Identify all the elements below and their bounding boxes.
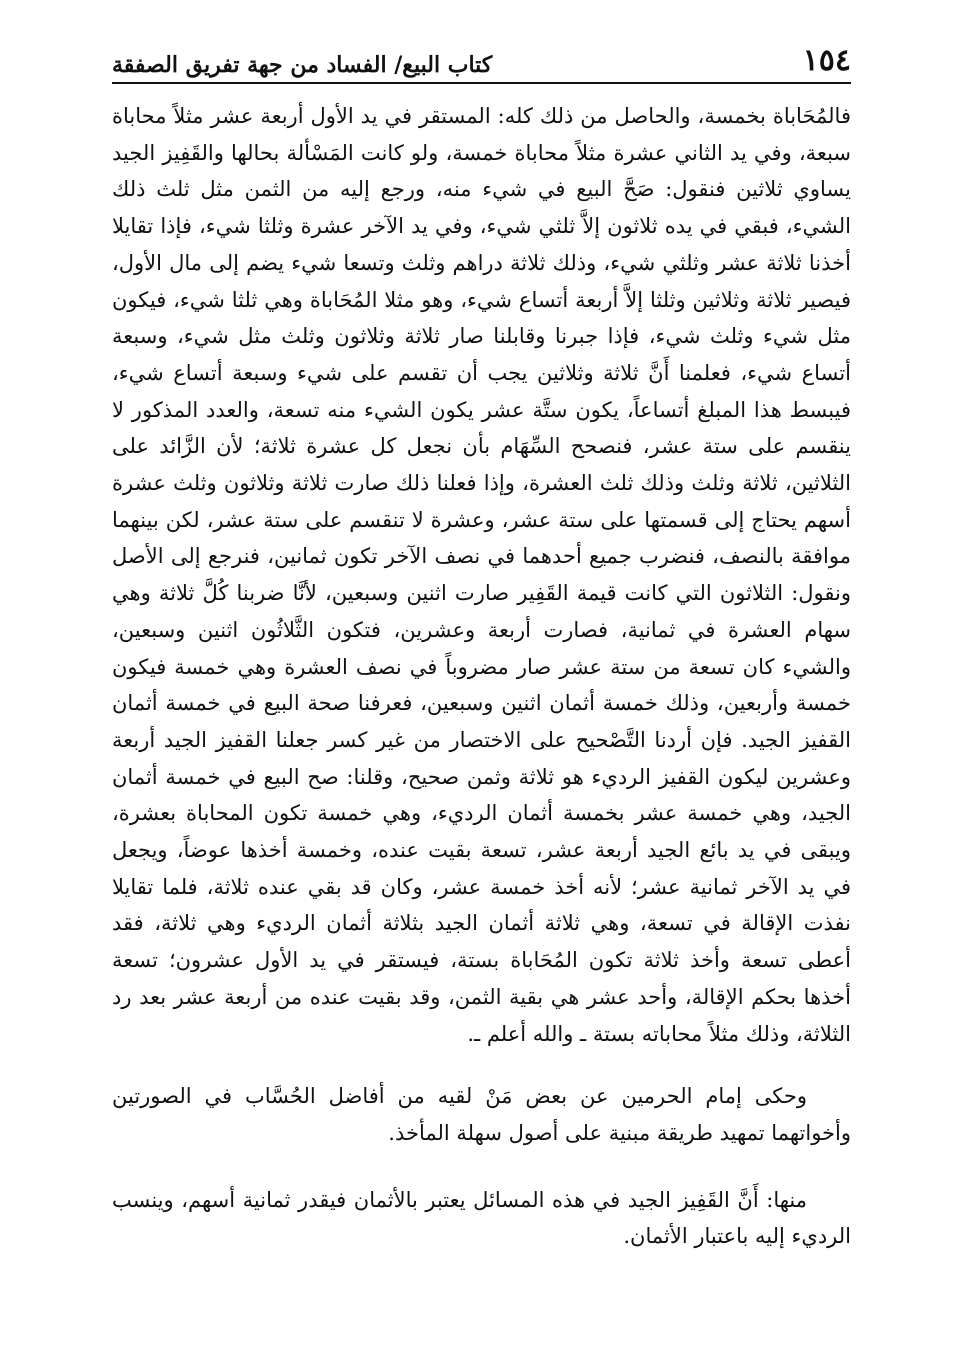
paragraph-main: فالمُحَاباة بخمسة، والحاصل من ذلك كله: المستقر في يد الأول أربعة عشر مثلاً محاباة سبعة، وفي يد الثاني عشرة مثلاً محاباة خمسة، ولو كانت المَسْألة بحالها والقَفِيز الجيد يساوي ثلاثين فنقول: صَحَّ البيع في شيء منه، ورجع إليه من الثمن مثل ثلث ذلك الشيء، فبقي في يده ثلاثون إلاَّ ثلثي شيء، وفي يد الآخر عشرة وثلثا شيء، فإذا تقايلا أخذنا ثلاثة عشر وثلثي شيء، وذلك ثلاثة دراهم وثلث وتسعا شيء يضم إلى مال الأول، فيصير ثلاثة وثلاثين وثلثا إلاَّ أربعة أتساع شيء، وهو مثلا المُحَاباة وهي ثلثا شيء، فيكون مثل شيء وثلث شيء، فإذا جبرنا وقابلنا صار ثلاثة وثلاثون وثلث مثل شيء، وسبعة أتساع شيء، فعلمنا أَنَّ ثلاثة وثلاثين يجب أن تقسم على شيء وسبعة أتساع شيء، فيبسط هذا المبلغ أتساعاً، يكون ستَّة عشر يكون الشيء منه تسعة، والعدد المذكور لا ينقسم على ستة عشر، فنصحح السِّهَام بأن نجعل كل عشرة ثلاثة؛ لأن الزَّائد على الثلاثين، ثلاثة وثلث وذلك ثلث العشرة، وإذا فعلنا ذلك صارت ثلاثة وثلاثون وثلث عشرة أسهم يحتاج إلى قسمتها على ستة عشر، وعشرة لا تنقسم على ستة عشر، لكن بينهما موافقة بالنصف، فنضرب جميع أحدهما في نصف الآخر تكون ثمانين، فنرجع إلى الأصل ونقول: الثلاثون التي كانت قيمة القَفِير صارت اثنين وسبعين، لأنَّا ضربنا كُلَّ ثلاثة وهي سهام العشرة في ثمانية، فصارت أربعة وعشرين، فتكون الثَّلاثُون اثنين وسبعين، والشيء كان تسعة من ستة عشر صار مضروباً في نصف العشرة وهي خمسة فيكون خمسة وأربعين، وذلك خمسة أثمان اثنين وسبعين، فعرفنا صحة البيع في خمسة أثمان القفيز الجيد. فإن أردنا التَّصْحيح على الاختصار من غير كسر جعلنا القفيز الجيد أربعة وعشرين ليكون القفيز الرديء هو ثلاثة وثمن صحيح، وقلنا: صح البيع في خمسة أثمان الجيد، وهي خمسة عشر بخمسة أثمان الرديء، وهي خمسة تكون المحاباة بعشرة، ويبقى في يد بائع الجيد أربعة عشر، تسعة بقيت عنده، وخمسة أخذها عوضاً، ويجعل في يد الآخر ثمانية عشر؛ لأنه أخذ خمسة عشر، وكان قد بقي عنده ثلاثة، فلما تقايلا نفذت الإقالة في تسعة، وهي ثلاثة أثمان الجيد بثلاثة أثمان الرديء وهي ثلاثة، فقد أعطى تسعة وأخذ ثلاثة تكون المُحَاباة بستة، فيستقر في يد الأول عشرون؛ تسعة أخذها بحكم الإقالة، وأحد عشر هي بقية الثمن، وقد بقيت عنده من أربعة عشر بعد رد الثلاثة، وذلك مثلاً محاباته بستة ـ والله أعلم ـ.: [112, 104, 851, 1046]
page-header: [112, 30, 851, 84]
paragraph-minha: منها: أَنَّ القَفِيز الجيد في هذه المسائل يعتبر بالأثمان فيقدر ثمانية أسهم، وينسب الرديء إليه باعتبار الأثمان.: [112, 1187, 851, 1249]
running-title: كتاب البيع/ الفساد من جهة تفريق الصفقة: [112, 52, 493, 78]
page-number: ١٥٤: [802, 43, 851, 78]
page-body: [112, 98, 851, 1255]
paragraph-imam-haramayn: وحكى إمام الحرمين عن بعض مَنْ لقيه من أفاضل الحُسَّاب في الصورتين وأخواتهما تمهيد طريقة مبنية على أصول سهلة المأخذ.: [112, 1084, 851, 1145]
